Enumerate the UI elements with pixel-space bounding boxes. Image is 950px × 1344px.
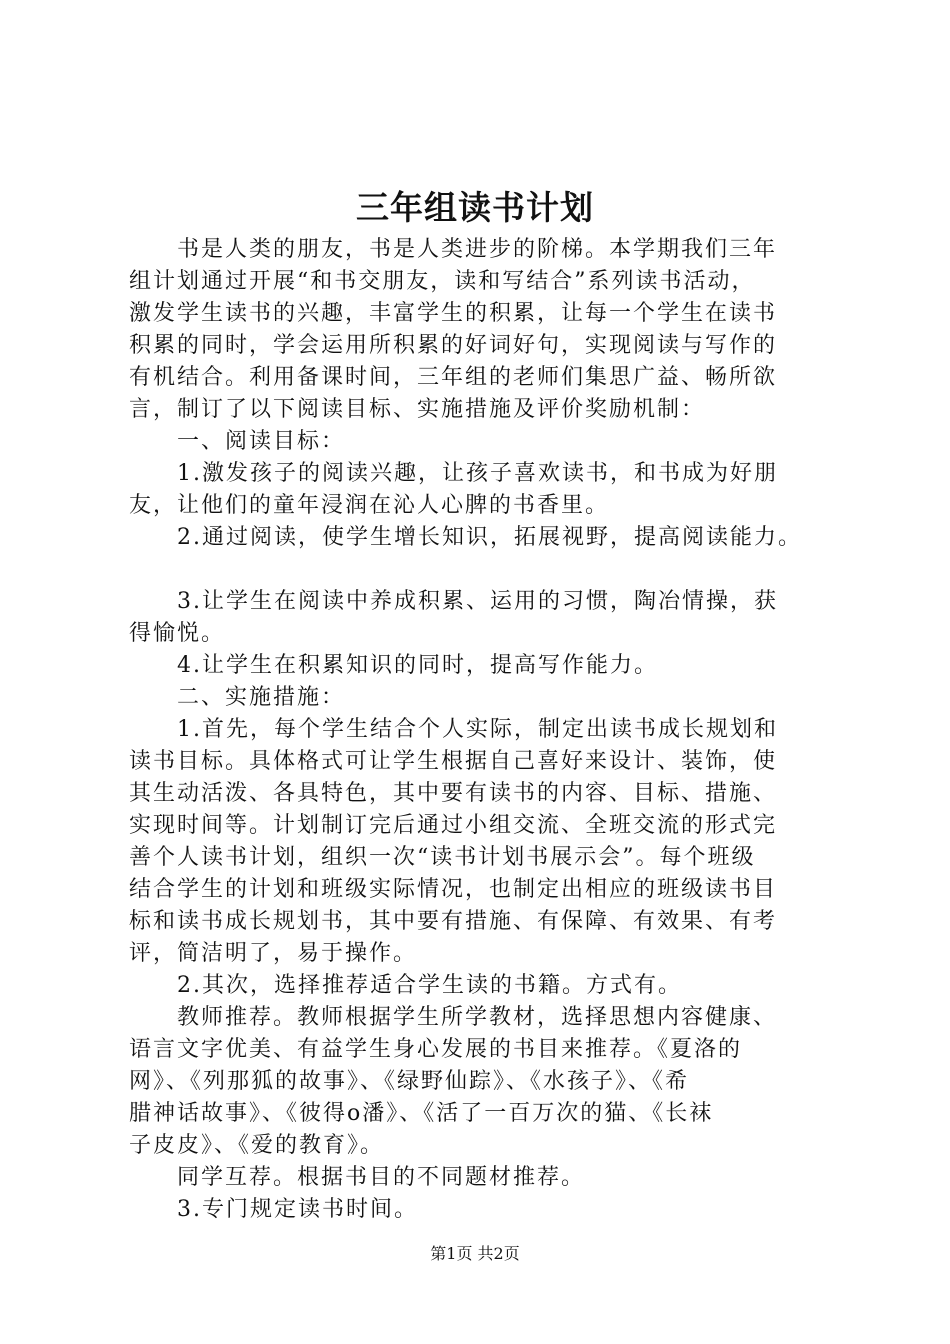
body-line: 3.专门规定读书时间。 [129, 1197, 418, 1222]
body-line: 积累的同时，学会运用所积累的好词好句，实现阅读与写作的 [129, 333, 778, 358]
body-line: 2.其次，选择推荐适合学生读的书籍。方式有。 [129, 973, 682, 998]
body-line: 2.通过阅读，使学生增长知识，拓展视野，提高阅读能力。 [129, 525, 802, 550]
body-line: 腊神话故事》、《彼得o潘》、《活了一百万次的猫、《长袜 [129, 1101, 714, 1126]
body-line: 子皮皮》、《爱的教育》。 [129, 1133, 385, 1158]
body-line: 1.激发孩子的阅读兴趣，让孩子喜欢读书，和书成为好朋 [129, 461, 778, 486]
body-line: 其生动活泼、各具特色，其中要有读书的内容、目标、措施、 [129, 781, 778, 806]
body-line: 读书目标。具体格式可让学生根据自己喜好来设计、装饰，使 [129, 749, 778, 774]
body-line: 组计划通过开展“和书交朋友，读和写结合”系列读书活动， [129, 269, 756, 294]
body-line: 网》、《列那狐的故事》、《绿野仙踪》、《水孩子》、《希 [129, 1069, 690, 1094]
body-line [129, 554, 841, 586]
body-line: 得愉悦。 [129, 621, 226, 646]
body-line: 言，制订了以下阅读目标、实施措施及评价奖励机制： [129, 397, 706, 422]
body-line: 一、阅读目标： [129, 429, 346, 454]
body-line: 标和读书成长规划书，其中要有措施、有保障、有效果、有考 [129, 909, 778, 934]
body-line: 友，让他们的童年浸润在沁人心脾的书香里。 [129, 493, 610, 518]
body-line: 同学互荐。根据书目的不同题材推荐。 [129, 1165, 586, 1190]
body-line: 1.首先，每个学生结合个人实际，制定出读书成长规划和 [129, 717, 778, 742]
body-line: 二、实施措施： [129, 685, 346, 710]
body-line: 4.让学生在积累知识的同时，提高写作能力。 [129, 653, 658, 678]
body-line: 实现时间等。计划制订完后通过小组交流、全班交流的形式完 [129, 813, 778, 838]
body-line: 有机结合。利用备课时间，三年组的老师们集思广益、畅所欲 [129, 365, 778, 390]
body-line: 3.让学生在阅读中养成积累、运用的习惯，陶冶情操，获 [129, 589, 778, 614]
document-body [129, 234, 841, 1226]
document-title: 三年组读书计划 [356, 188, 594, 227]
body-line: 结合学生的计划和班级实际情况，也制定出相应的班级读书目 [129, 877, 778, 902]
body-line: 教师推荐。教师根据学生所学教材，选择思想内容健康、 [129, 1005, 778, 1030]
body-line: 评，简洁明了，易于操作。 [129, 941, 418, 966]
body-line: 书是人类的朋友，书是人类进步的阶梯。本学期我们三年 [129, 237, 778, 262]
page-footer: 第1页 共2页 [430, 1244, 520, 1263]
body-line: 语言文字优美、有益学生身心发展的书目来推荐。《夏洛的 [129, 1037, 743, 1062]
body-line: 善个人读书计划，组织一次“读书计划书展示会”。每个班级 [129, 845, 756, 870]
body-line: 激发学生读书的兴趣，丰富学生的积累，让每一个学生在读书 [129, 301, 778, 326]
